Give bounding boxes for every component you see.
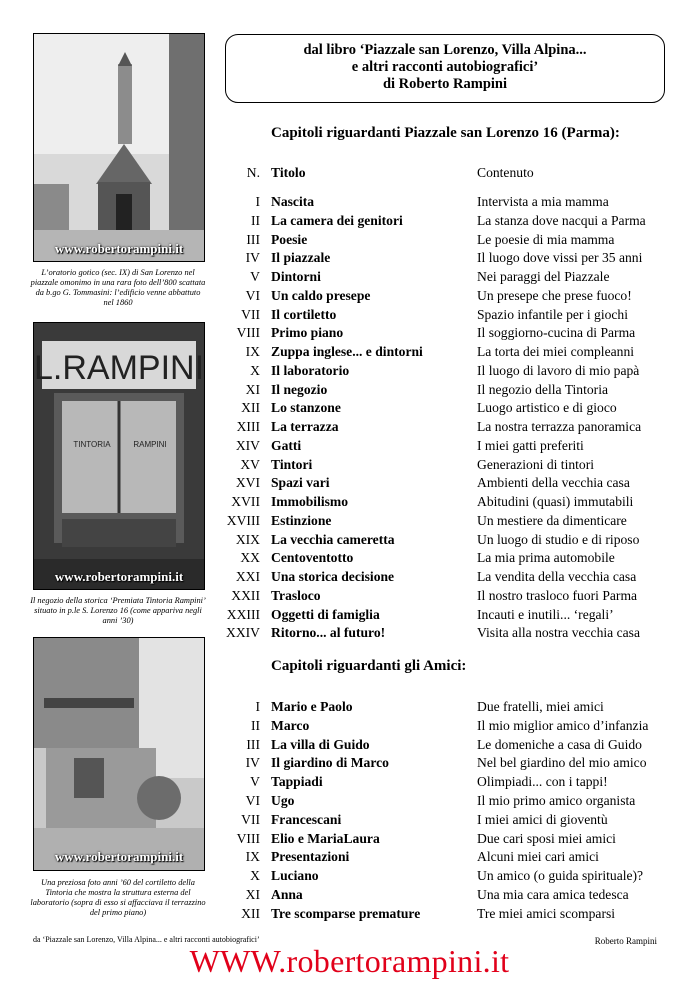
chapter-content: Il negozio della Tintoria xyxy=(477,381,609,397)
chapter-title: Il laboratorio xyxy=(271,362,350,378)
chapter-content: Il soggiorno-cucina di Parma xyxy=(477,325,636,341)
chapter-row xyxy=(210,905,680,923)
chapter-number: VI xyxy=(245,793,260,808)
chapter-title: Il piazzale xyxy=(271,250,331,266)
chapter-row xyxy=(210,493,680,511)
chapter-title: Luciano xyxy=(271,868,319,884)
chapter-row xyxy=(210,773,680,791)
footer-author: Roberto Rampini xyxy=(594,936,657,946)
chapter-row xyxy=(210,736,680,754)
chapter-number: XIX xyxy=(235,531,260,547)
chapter-title: Gatti xyxy=(271,437,302,453)
chapter-number: XVI xyxy=(235,475,260,491)
chapter-number: VIII xyxy=(236,830,260,846)
chapter-number: V xyxy=(250,269,260,284)
chapter-content: Una mia cara amica tedesca xyxy=(477,887,629,902)
chapter-title: La villa di Guido xyxy=(271,736,370,752)
photo-watermark: www.robertorampini.it xyxy=(54,241,184,256)
chapter-number: VII xyxy=(241,306,260,322)
chapter-content: Ambienti della vecchia casa xyxy=(477,475,630,491)
chapter-content: Due fratelli, miei amici xyxy=(477,699,604,714)
chapter-row xyxy=(210,624,680,642)
chapter-row xyxy=(210,549,680,567)
chapter-row xyxy=(210,792,680,810)
chapter-number: II xyxy=(250,717,260,733)
chapter-number: I xyxy=(255,194,260,209)
chapter-title: Presentazioni xyxy=(271,849,350,865)
chapter-number: VI xyxy=(245,287,260,303)
chapter-content: Il nostro trasloco fuori Parma xyxy=(477,587,638,603)
chapter-number: VIII xyxy=(236,325,260,341)
chapter-number: XXIII xyxy=(226,606,260,622)
chapter-row xyxy=(210,606,680,624)
church-photo xyxy=(33,33,205,262)
chapter-title: Marco xyxy=(271,717,310,733)
chapter-title: Il cortiletto xyxy=(271,306,337,322)
chapter-title: La vecchia cameretta xyxy=(271,531,395,547)
chapter-title: Estinzione xyxy=(271,512,332,528)
chapter-title: Ritorno... al futuro! xyxy=(271,625,386,641)
chapter-title: Tre scomparse premature xyxy=(271,905,421,921)
chapter-row xyxy=(210,867,680,885)
shop-photo xyxy=(33,322,205,590)
chapter-number: IX xyxy=(245,849,260,865)
book-header-line3: di Roberto Rampini xyxy=(382,76,508,92)
chapter-content: Visita alla nostra vecchia casa xyxy=(477,625,640,641)
chapter-row xyxy=(210,437,680,455)
chapter-content: Le poesie di mia mamma xyxy=(477,231,615,247)
chapter-row xyxy=(210,343,680,361)
courtyard-photo xyxy=(33,637,205,871)
chapter-row xyxy=(210,811,680,829)
chapter-row xyxy=(210,830,680,848)
chapter-title: Nascita xyxy=(271,194,315,209)
footer-book-reference: da ‘Piazzale san Lorenzo, Villa Alpina... e altri racconti autobiografici’ xyxy=(33,935,260,944)
chapter-row xyxy=(210,306,680,324)
chapter-content: Nei paraggi del Piazzale xyxy=(477,269,610,284)
chapter-title: Ugo xyxy=(271,793,295,808)
chapter-content: Un luogo di studio e di riposo xyxy=(477,531,640,547)
chapter-content: I miei gatti preferiti xyxy=(477,437,584,453)
chapter-title: Anna xyxy=(271,887,303,902)
chapter-content: Alcuni miei cari amici xyxy=(477,849,599,865)
chapter-row xyxy=(210,362,680,380)
chapter-number: XI xyxy=(245,887,260,902)
chapter-content: Luogo artistico e di gioco xyxy=(477,400,617,416)
chapter-content: Le domeniche a casa di Guido xyxy=(477,736,642,752)
chapter-content: Olimpiadi... con i tappi! xyxy=(477,774,608,790)
chapter-content: Intervista a mia mamma xyxy=(477,194,609,209)
chapter-content: Il luogo di lavoro di mio papà xyxy=(477,362,640,378)
chapter-content: Un presepe che prese fuoco! xyxy=(477,287,632,303)
shop-window-text-right: RAMPINI xyxy=(133,440,167,449)
chapter-content: I miei amici di gioventù xyxy=(477,811,608,827)
chapter-row xyxy=(210,287,680,305)
chapter-content: La nostra terrazza panoramica xyxy=(477,419,642,434)
chapter-number: XV xyxy=(240,456,260,472)
chapter-row xyxy=(210,193,680,211)
chapter-content: La stanza dove nacqui a Parma xyxy=(477,212,646,228)
church-photo-caption: L’oratorio gotico (sec. IX) di San Lorenzo nel piazzale omonimo in una rara foto dell’800 scattata da b.go G. Tommasini: l’edificio venne abbattuto nel 1860 xyxy=(30,268,206,307)
chapter-number: XXIV xyxy=(226,625,260,641)
chapter-row xyxy=(210,418,680,436)
chapter-content: Il mio miglior amico d’infanzia xyxy=(477,717,649,733)
chapter-number: XVIII xyxy=(226,512,260,528)
chapter-content: Incauti e inutili... ‘regali’ xyxy=(477,606,614,622)
chapter-row xyxy=(210,587,680,605)
chapter-row xyxy=(210,568,680,586)
chapter-row xyxy=(210,231,680,249)
chapter-content: La mia prima automobile xyxy=(477,550,615,566)
chapter-row xyxy=(210,212,680,230)
chapter-content: Tre miei amici scomparsi xyxy=(477,905,616,921)
chapter-title: Un caldo presepe xyxy=(271,287,371,303)
chapter-number: III xyxy=(246,736,260,752)
chapter-row xyxy=(210,324,680,342)
chapter-number: V xyxy=(250,774,260,790)
chapter-content: Il mio primo amico organista xyxy=(477,793,636,808)
chapter-row xyxy=(210,698,680,716)
chapter-title: Poesie xyxy=(271,231,308,247)
courtyard-photo-caption: Una preziosa foto anni ’60 del cortiletto della Tintoria che mostra la struttura esterna del laboratorio (sopra di esso si affacciava il terrazzino del primo piano) xyxy=(30,878,206,917)
chapter-content: Generazioni di tintori xyxy=(477,456,595,472)
chapter-row xyxy=(210,512,680,530)
chapter-row xyxy=(210,754,680,772)
chapter-number: I xyxy=(255,699,260,714)
section1-title: Capitoli riguardanti Piazzale san Lorenzo 16 (Parma): xyxy=(271,125,620,141)
chapter-number: XIV xyxy=(235,437,260,453)
chapter-title: Centoventotto xyxy=(271,550,354,566)
chapter-title: Oggetti di famiglia xyxy=(271,606,380,622)
chapter-number: X xyxy=(250,362,260,378)
church-image xyxy=(34,34,204,261)
photo-watermark: www.robertorampini.it xyxy=(54,849,184,864)
chapter-content: Abitudini (quasi) immutabili xyxy=(477,494,634,509)
chapter-title: La terrazza xyxy=(271,419,339,434)
book-header-line1: dal libro ‘Piazzale san Lorenzo, Villa Alpina... xyxy=(303,42,587,58)
chapter-title: La camera dei genitori xyxy=(271,212,403,228)
chapter-number: IX xyxy=(245,344,260,359)
chapter-row xyxy=(210,249,680,267)
chapter-title: Dintorni xyxy=(271,269,321,284)
chapter-number: XVII xyxy=(231,494,260,509)
chapter-number: XXI xyxy=(235,569,260,584)
chapter-number: XX xyxy=(240,550,260,566)
chapter-number: X xyxy=(250,868,260,884)
chapter-row xyxy=(210,886,680,904)
chapter-number: XI xyxy=(245,381,260,397)
chapter-title: Elio e MariaLaura xyxy=(271,830,380,846)
shop-photo-caption: Il negozio della storica ‘Premiata Tintoria Rampini’ situato in p.le S. Lorenzo 16 (come appariva negli anni ’30) xyxy=(30,596,206,625)
chapter-title: Tintori xyxy=(271,456,313,472)
chapter-title: Il giardino di Marco xyxy=(271,755,389,771)
chapter-content: Un mestiere da dimenticare xyxy=(477,512,627,528)
chapter-row xyxy=(210,456,680,474)
chapter-content: Il luogo dove vissi per 35 anni xyxy=(477,250,643,266)
chapter-row xyxy=(210,531,680,549)
shop-window-text-left: TINTORIA xyxy=(73,440,111,449)
chapter-row xyxy=(210,399,680,417)
chapter-number: III xyxy=(246,231,260,247)
photo-watermark: www.robertorampini.it xyxy=(54,569,184,584)
chapter-number: XIII xyxy=(236,419,260,434)
chapter-row xyxy=(210,474,680,492)
chapter-content: La vendita della vecchia casa xyxy=(477,569,637,584)
shop-image xyxy=(34,323,204,589)
courtyard-image xyxy=(34,638,204,870)
column-header-content: Contenuto xyxy=(477,165,534,180)
column-header-number: N. xyxy=(246,165,260,180)
column-headers xyxy=(210,164,680,182)
chapter-title: Immobilismo xyxy=(271,494,349,509)
chapter-title: Mario e Paolo xyxy=(271,699,353,714)
website-url[interactable]: WWW.robertorampini.it xyxy=(189,943,510,979)
shop-sign: L.RAMPINI xyxy=(34,349,204,387)
chapter-title: Una storica decisione xyxy=(271,569,395,584)
chapter-number: IV xyxy=(245,250,260,266)
chapter-number: XXII xyxy=(231,587,260,603)
chapter-title: Tappiadi xyxy=(271,774,323,790)
chapter-content: Spazio infantile per i giochi xyxy=(477,306,628,322)
chapter-title: Primo piano xyxy=(271,325,344,341)
chapter-number: XII xyxy=(241,400,260,416)
chapter-number: II xyxy=(250,212,260,228)
chapter-content: La torta dei miei compleanni xyxy=(477,344,635,359)
chapter-title: Trasloco xyxy=(271,587,321,603)
chapter-content: Nel bel giardino del mio amico xyxy=(477,755,647,771)
section2-title: Capitoli riguardanti gli Amici: xyxy=(271,658,467,674)
chapter-row xyxy=(210,268,680,286)
chapter-row xyxy=(210,848,680,866)
column-header-title: Titolo xyxy=(271,165,306,180)
chapter-content: Due cari sposi miei amici xyxy=(477,830,616,846)
chapter-title: Zuppa inglese... e dintorni xyxy=(271,344,423,359)
chapter-number: IV xyxy=(245,755,260,771)
chapter-row xyxy=(210,717,680,735)
chapter-row xyxy=(210,381,680,399)
chapter-number: XII xyxy=(241,905,260,921)
chapter-title: Lo stanzone xyxy=(271,400,341,416)
chapter-title: Francescani xyxy=(271,811,342,827)
chapter-title: Spazi vari xyxy=(271,475,330,491)
chapter-number: VII xyxy=(241,811,260,827)
chapter-title: Il negozio xyxy=(271,381,328,397)
book-header-box xyxy=(225,34,665,103)
chapter-content: Un amico (o guida spirituale)? xyxy=(477,868,644,884)
book-header-line2: e altri racconti autobiografici’ xyxy=(351,59,539,75)
